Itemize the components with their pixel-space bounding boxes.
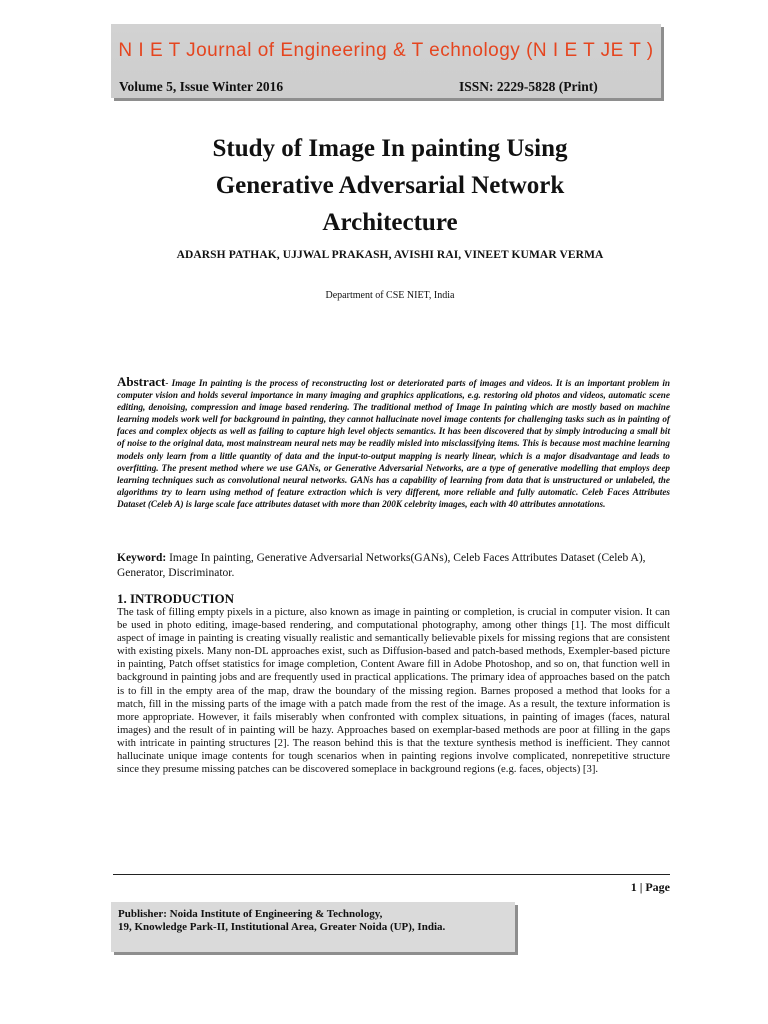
issue-info: Volume 5, Issue Winter 2016 <box>119 79 284 94</box>
publisher-box <box>111 902 515 952</box>
abstract <box>117 376 670 510</box>
paper-title-line-2: Generative Adversarial Network <box>215 172 565 199</box>
footer-divider <box>113 874 670 875</box>
publisher-line-2: 19, Knowledge Park-II, Institutional Area, Greater Noida (UP), India. <box>118 921 446 933</box>
paper-title-line-3: Architecture <box>322 209 458 236</box>
abstract-text: - Image In painting is the process of reconstructing lost or deteriorated parts of images and videos. It is an important problem in computer vision and holds several importance in many imaging and graphics applications, e.g. restoring old photos and videos, automatic scene editing, denoising, compression and image based rendering. The traditional method of Image In painting which are mostly based on machine learning models work well for background in painting, they cannot hallucinate novel image contents for challenging tasks such as in painting of faces and complex objects as well as failing to capture high level objects semantics. It has been discovered that by simply introducing a small bit of noise to the original data, most mainstream neural nets may be readily misled into misclassifying items. This is because most machine learning models only learn from a little quantity of data and the input-to-output mapping is nearly linear, which is a major disadvantage and leads to overfitting. The present method where we use GANs, or Generative Adversarial Networks, are a type of generative modelling that employs deep learning techniques such as convolutional neural networks. GANs has a capability of learning from data that is unstructured or unlabeled, the algorithms try to learn using method of feature extraction which is very different, more reliable and fully automatic. Celeb Faces Attributes Dataset (Celeb A) is large scale face attributes dataset with more than 200K celebrity images, each with 40 attributes annotations. <box>117 378 670 509</box>
journal-header <box>111 24 661 98</box>
keywords-label: Keyword: <box>117 552 167 564</box>
issn-info: ISSN: 2229-5828 (Print) <box>459 79 598 94</box>
section-heading-introduction: 1. INTRODUCTION <box>117 591 235 606</box>
keywords <box>117 551 670 581</box>
publisher-line-1: Publisher: Noida Institute of Engineering & Technology, <box>118 908 383 920</box>
author-list: ADARSH PATHAK, UJJWAL PRAKASH, AVISHI RAI, VINEET KUMAR VERMA <box>176 249 604 261</box>
page-number: 1 | Page <box>630 880 670 894</box>
abstract-label: Abstract <box>117 374 166 389</box>
introduction-paragraph: The task of filling empty pixels in a picture, also known as image in painting or completion, is crucial in computer vision. It can be used in photo editing, image-based rendering, and computational photography, among other things [1]. The most difficult aspect of image in painting is creating visually realistic and semantically believable pixels for missing regions that are consistent with existing pixels. Many non-DL approaches exist, such as Diffusion-based and patch-based methods, Exempler-based picture in painting, Patch offset statistics for image completion, Content Aware fill in Adobe Photoshop, and so on, that function well in background in painting jobs and are frequently used in practical applications. The primary idea of approaches based on the patch is to fill in the empty area of the map, draw the boundary of the missing region. Barnes proposed a method that looks for a match, fill in the missing parts of the image with a patch made from the rest of the image. As a result, the texture information is more appropriate. However, it fails miserably when confronted with complex situations, in painting of images (faces, natural images) and the result of in painting will be hazy. Approaches based on exemplar-based methods are poor at filling in the gaps with intricate in painting structures [2]. The reason behind this is that the texture synthesis method is inefficient. They cannot hallucinate unique image contents for tough scenarios when in painting regions involve complicated, nonrepetitive structure since they presume missing patches can be discovered someplace in background regions (e.g. faces, objects) [3]. <box>117 606 670 776</box>
journal-title: N I E T Journal of Engineering & T echnology (N I E T JE T ) <box>118 40 654 61</box>
affiliation: Department of CSE NIET, India <box>325 290 455 301</box>
keywords-text: Image In painting, Generative Adversarial Networks(GANs), Celeb Faces Attributes Dataset (Celeb A), Generator, Discriminator. <box>117 552 646 579</box>
paper-title-line-1: Study of Image In painting Using <box>212 135 568 162</box>
